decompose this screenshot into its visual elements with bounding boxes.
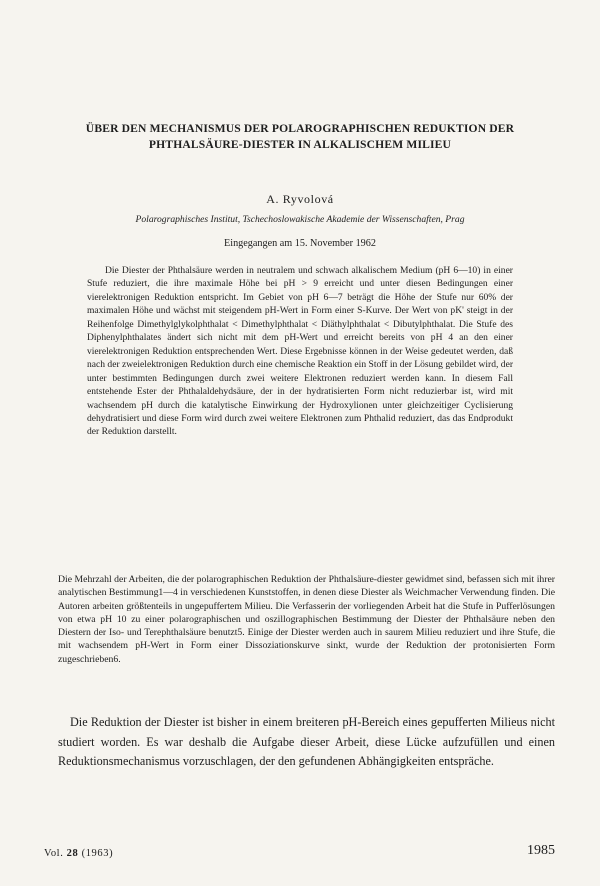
- received-date: Eingegangen am 15. November 1962: [224, 238, 376, 249]
- body-section-2: [58, 713, 555, 772]
- volume-label: Vol.: [44, 848, 64, 859]
- author-name: A. Ryvolová: [266, 192, 334, 206]
- volume-number: 28: [66, 848, 79, 859]
- page-number: 1985: [527, 843, 555, 858]
- volume-year: (1963): [81, 848, 114, 859]
- body-paragraph-2: Die Reduktion der Diester ist bisher in einem breiteren pH-Bereich eines gepufferten Milieus nicht studiert worden. Es war deshalb die Aufgabe dieser Arbeit, diese Lücke aufzufüllen und einen Reduktionsmechanismus vorzuschlagen, der den gefundenen Abhängigkeiten entspräche.: [58, 715, 555, 769]
- volume-info: [44, 848, 113, 859]
- author-affiliation: Polarographisches Institut, Tschechoslowakische Akademie der Wissenschaften, Prag: [135, 214, 465, 225]
- body-section-1: [58, 573, 555, 666]
- body-paragraph-1: Die Mehrzahl der Arbeiten, die der polarographischen Reduktion der Phthalsäure-diester gewidmet sind, befassen sich mit ihrer analytischen Bestimmung1—4 in verschiedenen Kunststoffen, in denen diese Diester als Weichmacher Verwendung finden. Die Autoren arbeiten größtenteils in ungepuffertem Milieu. Die Verfasserin der vorliegenden Arbeit hat die Stufe in Pufferlösungen von etwa pH 10 zu einer polarographischen und oszillographischen Bestimmung der Diester der Phthalsäure neben den Diestern der Iso- und Terephthalsäure benutzt5. Einige der Diester werden auch in saurem Milieu reduziert und ihre Stufe, die mit wachsendem pH-Wert in Form einer Dissoziationskurve sinkt, wurde der Reduktion der protonisierten Form zugeschrieben6.: [58, 574, 555, 665]
- paper-title: ÜBER DEN MECHANISMUS DER POLAROGRAPHISCHEN REDUKTION DER PHTHALSÄURE-DIESTER IN ALKALISCHEM MILIEU: [85, 122, 515, 151]
- abstract: [87, 264, 513, 439]
- abstract-text: Die Diester der Phthalsäure werden in neutralem und schwach alkalischem Medium (pH 6—10) in einer Stufe reduziert, die ihre maximale Höhe bei pH > 9 erreicht und unter diesen Bedingungen einer vierelektronigen Reduktion entspricht. Im Gebiet von pH 6—7 beträgt die Höhe der Stufe nur 60% der maximalen Höhe und wächst mit steigendem pH-Wert in Form einer S-Kurve. Der Wert von pK' steigt in der Reihenfolge Dimethylglykolphthalat < Dimethylphthalat < Diäthylphthalat < Dibutylphthalat. Die Stufe des Diphenylphthalates ändert sich nicht mit dem pH-Wert und erreicht bereits von pH 4 an den einer vierelektronigen Reduktion entsprechenden Wert. Diese Ergebnisse können in der Weise gedeutet werden, daß nach der zweielektronigen Reduktion durch eine chemische Reaktion ein Stoff in der Lösung gebildet wird, der unter bestimmten Bedingungen durch zwei weitere Elektronen reduziert werden kann. In diesem Fall entstehende Ester der Phthalaldehydsäure, der in der hydratisierten Form nicht reduzierbar ist, wird mit wachsendem pH durch die katalytische Einwirkung der Hydroxylionen unter gleichzeitiger Cyclisierung dehydratisiert und diese Form wird durch zwei weitere Elektronen zum Phthalid reduziert, das das Endprodukt der Reduktion darstellt.: [87, 265, 513, 438]
